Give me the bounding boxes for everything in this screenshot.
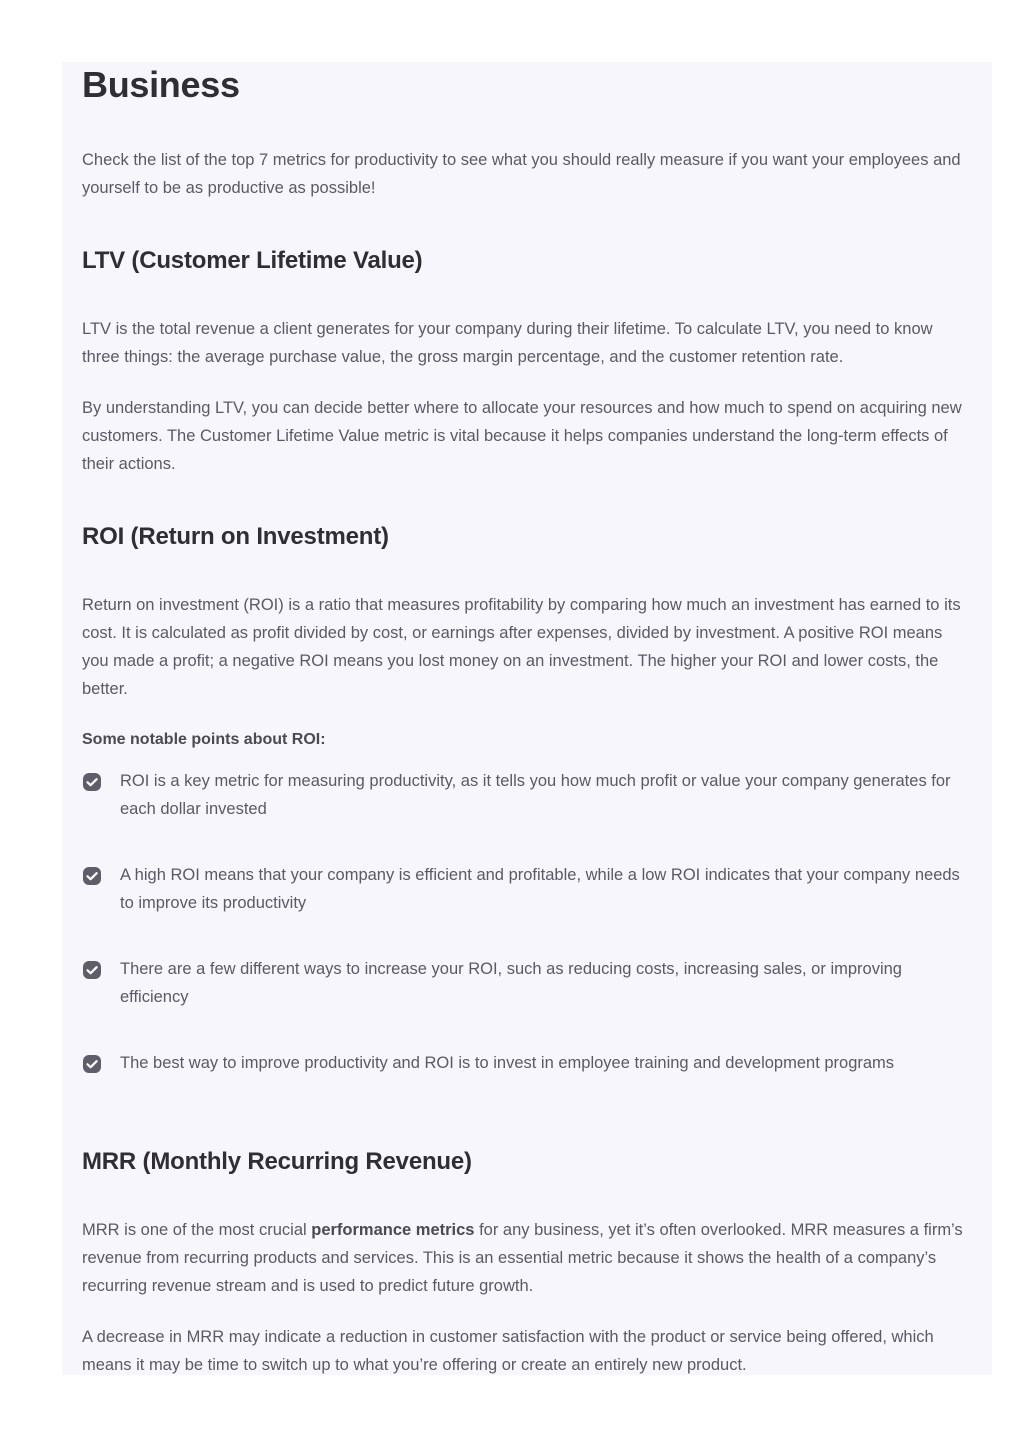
ltv-paragraph-2: By understanding LTV, you can decide better where to allocate your resources and how much to spend on acquiring new customers. The Customer Lifetime Value metric is vital because it helps companies understand the long-term effects of their actions. xyxy=(82,399,962,473)
list-item-text: A high ROI means that your company is efficient and profitable, while a low ROI indicates that your company needs to improve its productivity xyxy=(120,866,960,912)
check-badge-icon xyxy=(82,772,102,792)
list-item xyxy=(82,1049,972,1077)
ltv-paragraph-1: LTV is the total revenue a client generates for your company during their lifetime. To calculate LTV, you need to know three things: the average purchase value, the gross margin percentage, and the customer retention rate. xyxy=(82,320,933,366)
section-heading-roi: ROI (Return on Investment) xyxy=(82,523,389,550)
list-item-text: There are a few different ways to increase your ROI, such as reducing costs, increasing sales, or improving efficiency xyxy=(120,960,902,1006)
roi-list-title: Some notable points about ROI: xyxy=(82,731,326,748)
check-badge-icon xyxy=(82,866,102,886)
list-item-text: The best way to improve productivity and ROI is to invest in employee training and development programs xyxy=(120,1054,895,1072)
performance-metrics-bold: performance metrics xyxy=(311,1221,475,1239)
section-heading-ltv: LTV (Customer Lifetime Value) xyxy=(82,247,423,274)
list-item-text: ROI is a key metric for measuring productivity, as it tells you how much profit or value your company generates for each dollar invested xyxy=(120,772,951,818)
check-badge-icon xyxy=(82,1054,102,1074)
article-content xyxy=(82,62,972,1379)
mrr-paragraph-1 xyxy=(82,1216,972,1300)
list-item xyxy=(82,767,972,823)
mrr-text-end: for any business, yet it’s often overlooked. MRR measures a firm’s revenue from recurring products and services. This is an essential metric because it shows the health of a company’s recurring revenue stream and is used to predict future growth. xyxy=(82,1221,963,1295)
list-item xyxy=(82,861,972,917)
section-heading-mrr: MRR (Monthly Recurring Revenue) xyxy=(82,1148,472,1175)
intro-paragraph: Check the list of the top 7 metrics for productivity to see what you should really measure if you want your employees and yourself to be as productive as possible! xyxy=(82,151,961,197)
mrr-paragraph-2: A decrease in MRR may indicate a reduction in customer satisfaction with the product or service being offered, which means it may be time to switch up to what you’re offering or create an entirely new product. xyxy=(82,1328,934,1374)
roi-paragraph-1: Return on investment (ROI) is a ratio that measures profitability by comparing how much an investment has earned to its cost. It is calculated as profit divided by cost, or earnings after expenses, divided by investment. A positive ROI means you made a profit; a negative ROI means you lost money on an investment. The higher your ROI and lower costs, the better. xyxy=(82,596,961,698)
list-item xyxy=(82,955,972,1011)
roi-points-list xyxy=(82,767,972,1077)
check-badge-icon xyxy=(82,960,102,980)
page-title: Business xyxy=(82,64,240,105)
mrr-text-start: MRR is one of the most crucial xyxy=(82,1221,312,1239)
